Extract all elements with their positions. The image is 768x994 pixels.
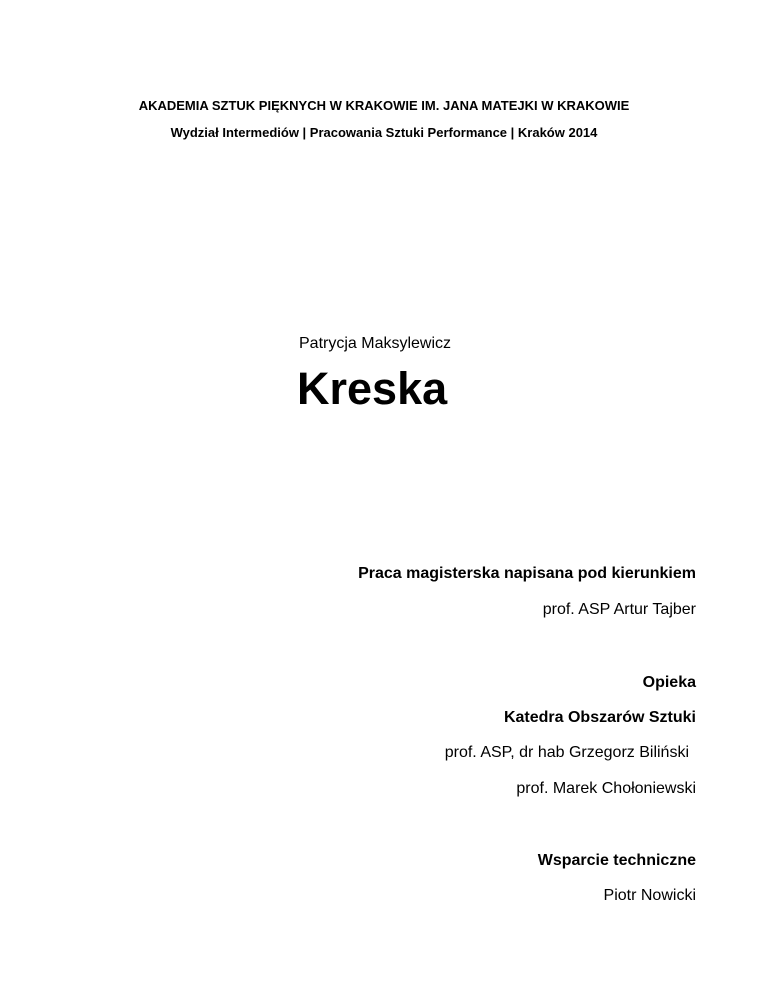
technical-support-heading: Wsparcie techniczne [537, 852, 696, 869]
technical-support-name: Piotr Nowicki [603, 887, 696, 904]
advisor-name: prof. Marek Chołoniewski [516, 780, 696, 797]
advisor-name: prof. ASP, dr hab Grzegorz Biliński [444, 744, 689, 761]
supervision-heading: Praca magisterska napisana pod kierunkiem [358, 565, 696, 582]
department-name: Katedra Obszarów Sztuki [503, 709, 696, 726]
supervisor-name: prof. ASP Artur Tajber [542, 601, 696, 618]
thesis-title: Kreska [297, 363, 448, 414]
author-name: Patrycja Maksylewicz [299, 335, 452, 352]
institution-name: AKADEMIA SZTUK PIĘKNYCH W KRAKOWIE IM. JANA MATEJKI W KRAKOWIE [138, 98, 630, 113]
faculty-studio-year: Wydział Intermediów | Pracowania Sztuki Performance | Kraków 2014 [170, 125, 598, 140]
care-heading: Opieka [642, 674, 696, 691]
